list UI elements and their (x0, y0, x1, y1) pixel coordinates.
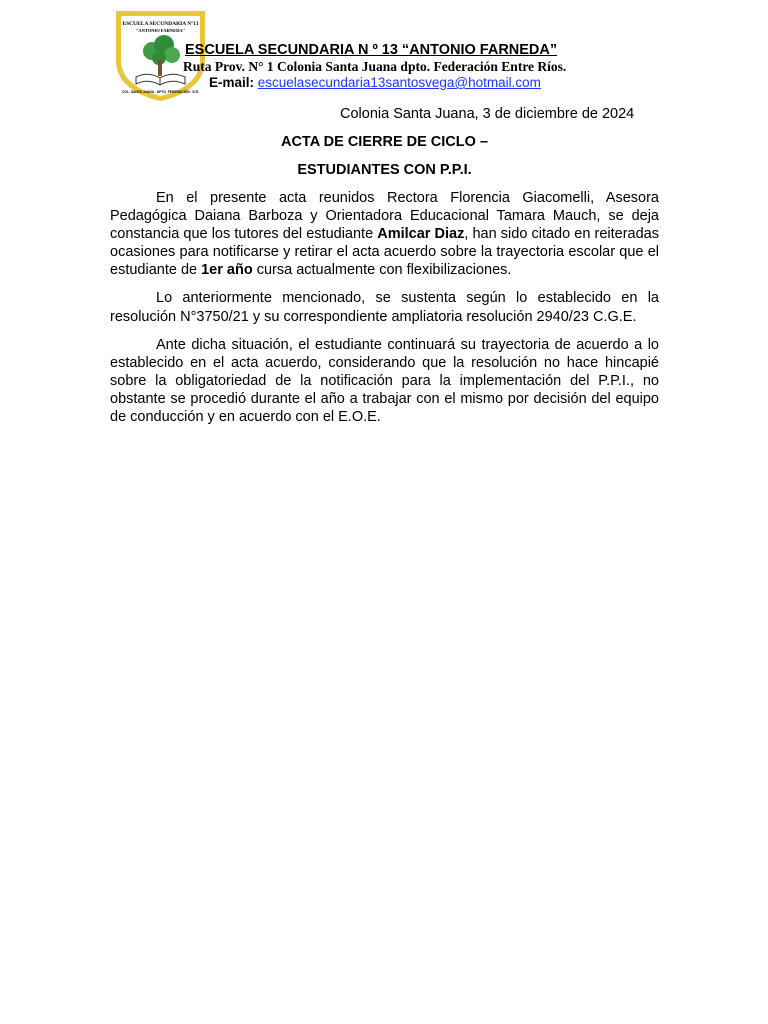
paragraph-1-part-b: , han sido citado en reiteradas ocasiones para notificarse y retirar el acta acuerdo sobre la trayectoria escolar que el estudiante de (110, 226, 659, 279)
paragraph-1-part-a: En el presente acta reunidos Rectora Florencia Giacomelli, Asesora Pedagógica Daiana Barboza y Orientadora Educacional Tamara Mauch, se deja constancia que los tutores del estudiante (110, 190, 659, 243)
paragraph-1 (110, 189, 659, 279)
student-grade: 1er año (201, 262, 253, 279)
document-title: ACTA DE CIERRE DE CICLO – (280, 134, 489, 150)
email-line (209, 75, 541, 90)
paragraph-3: Ante dicha situación, el estudiante continuará su trayectoria de acuerdo a lo establecido en el acta acuerdo, considerando que la resolución no hace hincapié sobre la obligatoriedad de la notificación para la implementación del P.P.I., no obstante se procedió durante el año a trabajar con el mismo por decisión del equipo de conducción y en acuerdo con el E.O.E. (110, 336, 659, 426)
email-label: E-mail: (209, 75, 255, 90)
logo-top-text: ESCUELA SECUNDARIA Nº13 (122, 21, 199, 27)
school-name-heading: ESCUELA SECUNDARIA N º 13 “ANTONIO FARNEDA” (185, 42, 558, 58)
school-address: Ruta Prov. N° 1 Colonia Santa Juana dpto. Federación Entre Ríos. (183, 59, 567, 74)
email-link[interactable]: escuelasecundaria13santosvega@hotmail.com (257, 75, 541, 90)
paragraph-2: Lo anteriormente mencionado, se sustenta según lo establecido en la resolución N°3750/21 y su correspondiente ampliatoria resolución 2940/23 C.G.E. (110, 290, 659, 325)
logo-bottom-text: COL. SANTA JUANA · DPTO. FEDERACIÓN · E.R. (122, 90, 199, 94)
document-body (110, 189, 659, 436)
paragraph-1-part-c: cursa actualmente con flexibilizaciones. (252, 262, 512, 279)
date-line: Colonia Santa Juana, 3 de diciembre de 2024 (340, 106, 635, 122)
student-name: Amilcar Diaz (377, 226, 465, 243)
logo-subtitle-text: "ANTONIO FARNEDA" (135, 28, 186, 33)
document-subtitle: ESTUDIANTES CON P.P.I. (297, 162, 472, 178)
